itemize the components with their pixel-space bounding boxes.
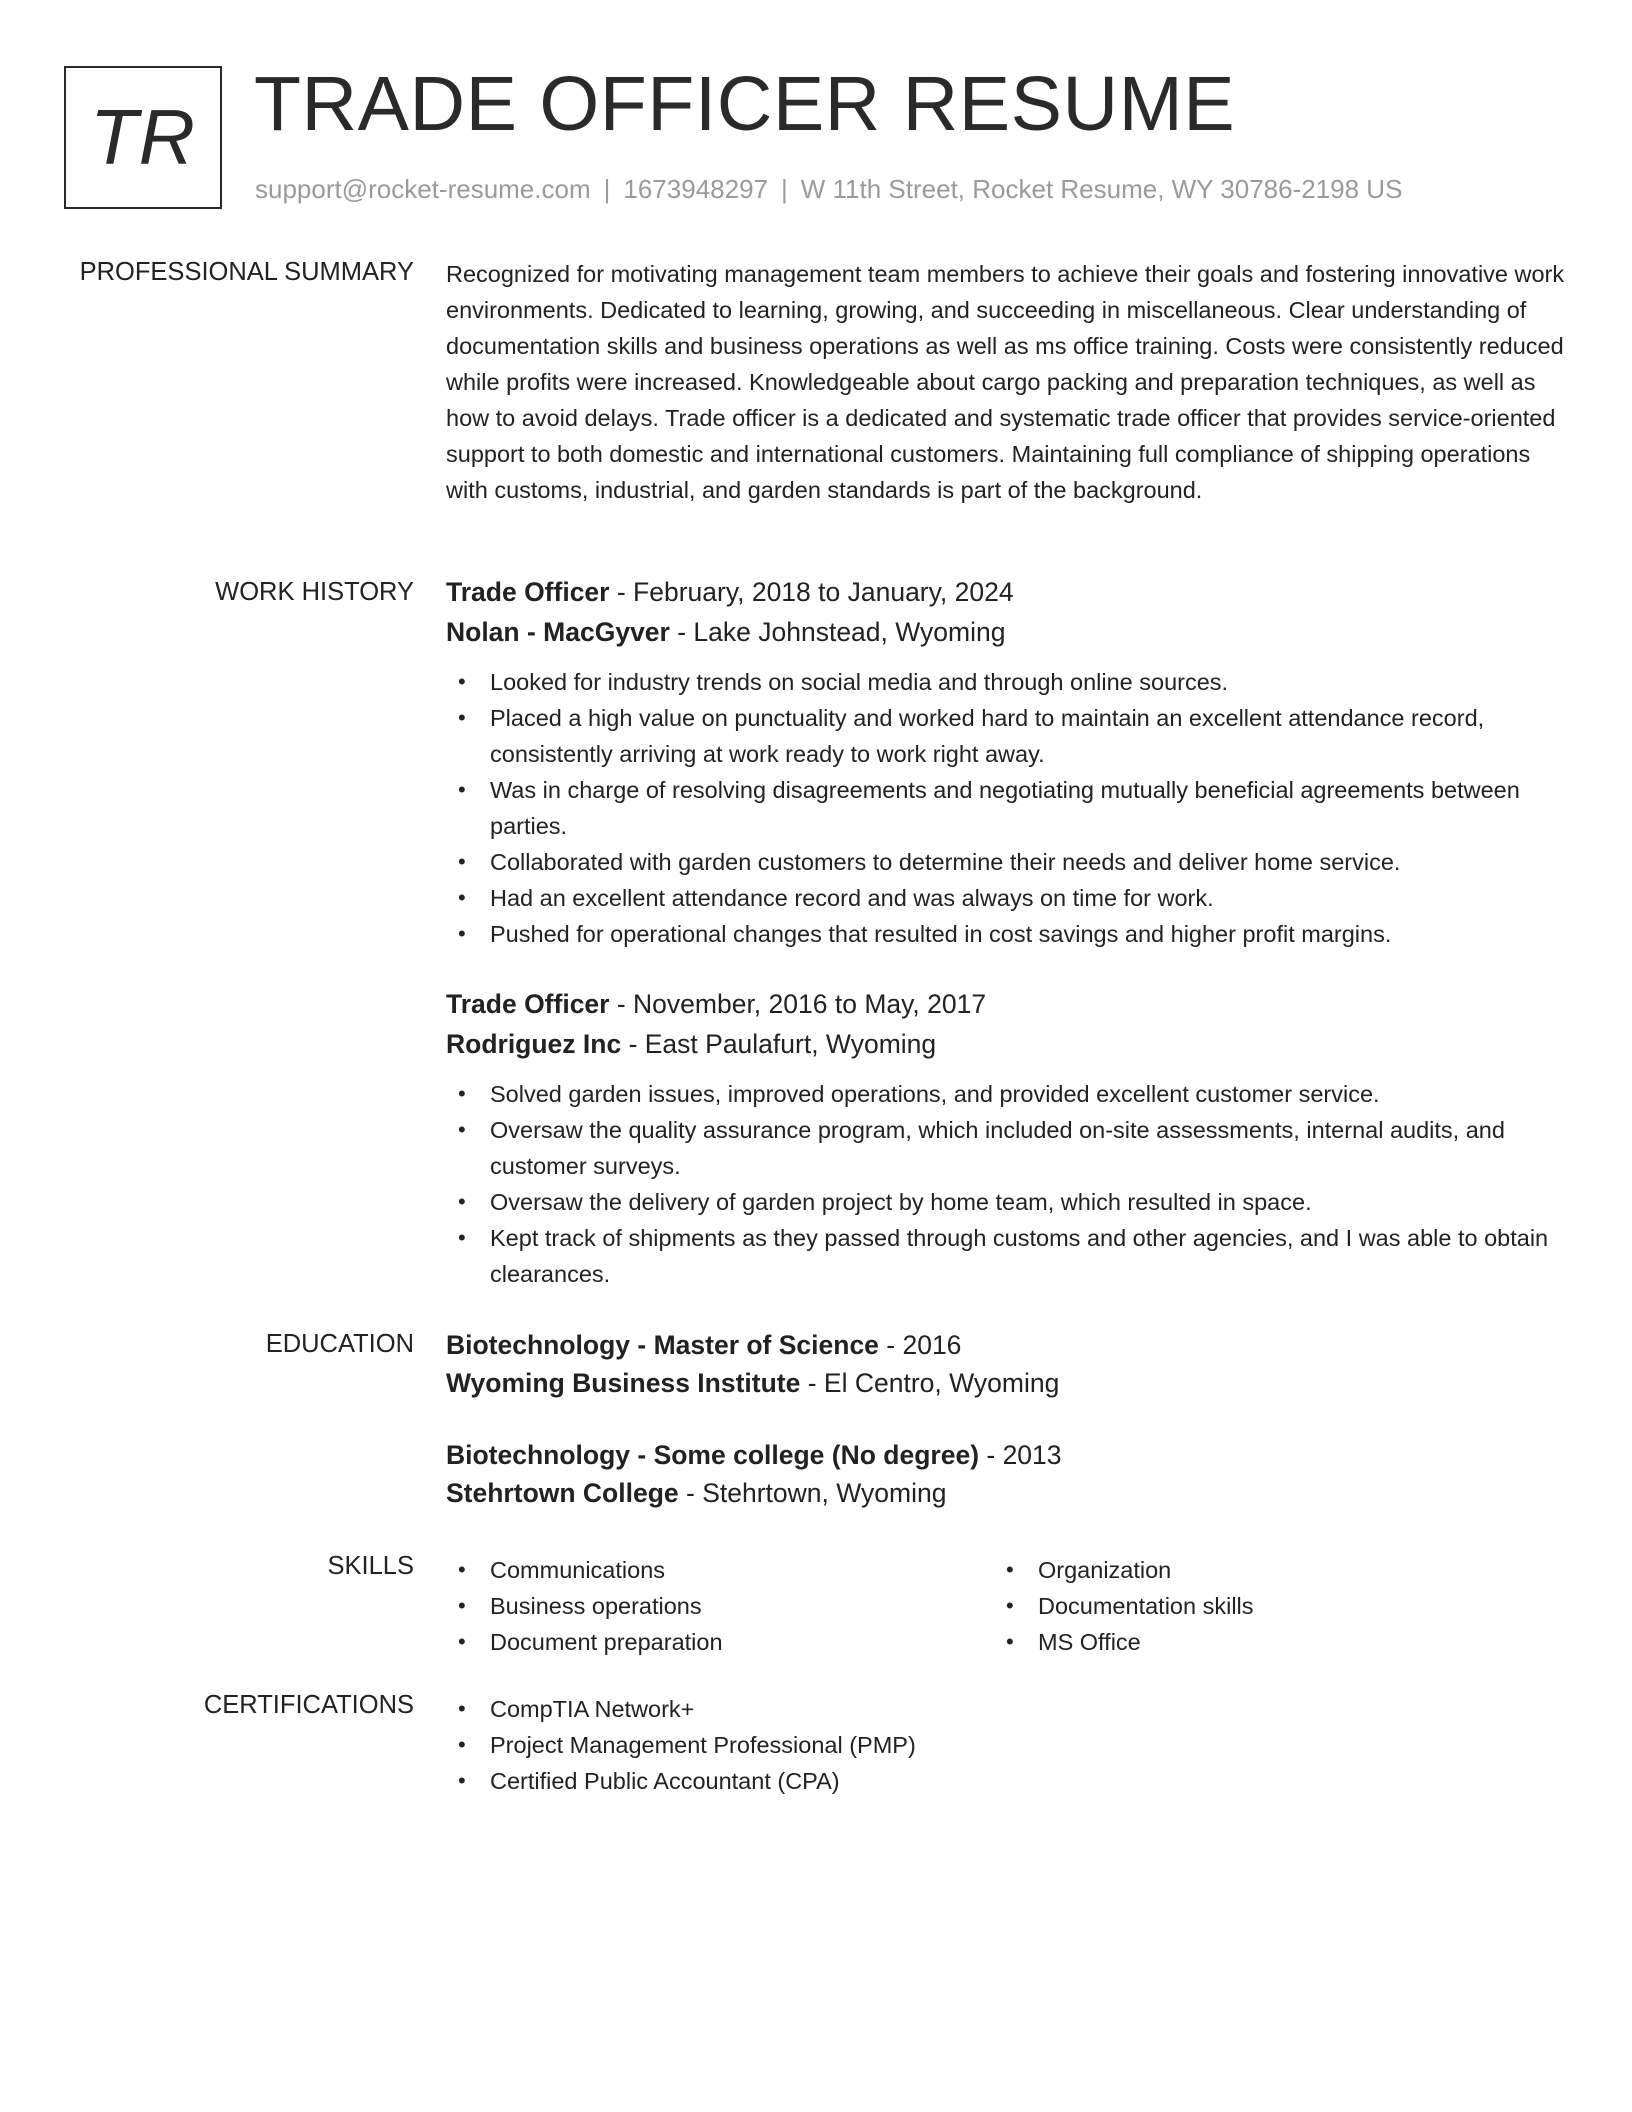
summary-body	[446, 256, 1566, 508]
certification-item: • Certified Public Accountant (CPA)	[446, 1763, 1566, 1799]
job-bullet: • Solved garden issues, improved operations, and provided excellent customer service.	[446, 1076, 1566, 1112]
skills-column-left	[446, 1552, 994, 1660]
education-school: Stehrtown College	[446, 1478, 679, 1508]
job-entry	[446, 984, 1566, 1292]
job-entry	[446, 572, 1566, 952]
education-location: - Stehrtown, Wyoming	[678, 1478, 947, 1508]
education-entry	[446, 1326, 1566, 1402]
job-dates: - November, 2016 to May, 2017	[609, 989, 987, 1019]
skill-item: • Organization	[994, 1552, 1542, 1588]
certification-item: • Project Management Professional (PMP)	[446, 1727, 1566, 1763]
job-bullet: • Was in charge of resolving disagreements and negotiating mutually beneficial agreements between parties.	[446, 772, 1566, 844]
contact-separator: |	[603, 174, 611, 204]
contact-email[interactable]: support@rocket-resume.com	[255, 174, 591, 204]
education-year: - 2013	[979, 1440, 1062, 1470]
job-company-line	[446, 1024, 1566, 1064]
section-label-work-history: WORK HISTORY	[215, 578, 414, 606]
education-degree-line	[446, 1436, 1566, 1474]
job-dates: - February, 2018 to January, 2024	[609, 577, 1014, 607]
section-label-skills: SKILLS	[327, 1552, 414, 1580]
education-degree: Biotechnology - Master of Science	[446, 1330, 879, 1360]
education-degree-line	[446, 1326, 1566, 1364]
job-company: Rodriguez Inc	[446, 1029, 622, 1059]
section-label-education: EDUCATION	[265, 1330, 414, 1358]
education-school-line	[446, 1474, 1566, 1512]
skill-item: • Communications	[446, 1552, 994, 1588]
education-year: - 2016	[878, 1330, 962, 1360]
job-location: - East Paulafurt, Wyoming	[621, 1029, 937, 1059]
section-label-certifications: CERTIFICATIONS	[203, 1691, 414, 1719]
certification-item: • CompTIA Network+	[446, 1691, 1566, 1727]
job-bullet: • Oversaw the quality assurance program, which included on-site assessments, internal audits, and customer surveys.	[446, 1112, 1566, 1184]
contact-separator: |	[781, 174, 788, 204]
job-title-line	[446, 572, 1566, 612]
job-bullet: • Collaborated with garden customers to determine their needs and deliver home service.	[446, 844, 1566, 880]
job-company-line	[446, 612, 1566, 652]
job-title: Trade Officer	[446, 989, 610, 1019]
education-school: Wyoming Business Institute	[446, 1368, 801, 1398]
contact-phone[interactable]: 1673948297	[623, 174, 768, 204]
education-location: - El Centro, Wyoming	[800, 1368, 1060, 1398]
resume-title: TRADE OFFICER RESUME	[254, 61, 1236, 147]
education-degree: Biotechnology - Some college (No degree)	[446, 1440, 980, 1470]
education-school-line	[446, 1364, 1566, 1402]
skills-grid	[446, 1552, 1566, 1660]
skill-item: • Documentation skills	[994, 1588, 1542, 1624]
education-body	[446, 1326, 1566, 1512]
skill-item: • MS Office	[994, 1624, 1542, 1660]
summary-text: Recognized for motivating management team members to achieve their goals and fostering innovative work environments. Dedicated to learning, growing, and succeeding in miscellaneous. Clear understanding of documentation skills and business operations as well as ms office training. Costs were consistently reduced while profits were increased. Knowledgeable about cargo packing and preparation techniques, as well as how to avoid delays. Trade officer is a dedicated and systematic trade officer that provides service-oriented support to both domestic and international customers. Maintaining full compliance of shipping operations with customs, industrial, and garden standards is part of the background.	[446, 261, 1565, 503]
education-entry	[446, 1436, 1566, 1512]
resume-header	[64, 61, 1584, 210]
job-bullet: • Had an excellent attendance record and was always on time for work.	[446, 880, 1566, 916]
skills-column-right	[994, 1552, 1542, 1660]
contact-address: W 11th Street, Rocket Resume, WY 30786-2198 US	[800, 174, 1403, 204]
section-label-summary: PROFESSIONAL SUMMARY	[79, 258, 414, 286]
contact-line	[255, 174, 1402, 205]
skills-body	[446, 1552, 1566, 1660]
job-bullets	[446, 664, 1566, 952]
job-title: Trade Officer	[446, 577, 610, 607]
job-location: - Lake Johnstead, Wyoming	[669, 617, 1006, 647]
certifications-body	[446, 1691, 1566, 1799]
monogram-box	[64, 66, 222, 209]
job-bullet: • Placed a high value on punctuality and worked hard to maintain an excellent attendance record, consistently arriving at work ready to work right away.	[446, 700, 1566, 772]
certifications-list	[446, 1691, 1566, 1799]
monogram-initials: TR	[90, 93, 196, 181]
job-title-line	[446, 984, 1566, 1024]
job-bullet: • Oversaw the delivery of garden project by home team, which resulted in space.	[446, 1184, 1566, 1220]
skill-item: • Document preparation	[446, 1624, 994, 1660]
job-company: Nolan - MacGyver	[446, 617, 670, 647]
job-bullets	[446, 1076, 1566, 1292]
job-bullet: • Looked for industry trends on social media and through online sources.	[446, 664, 1566, 700]
skill-item: • Business operations	[446, 1588, 994, 1624]
job-bullet: • Kept track of shipments as they passed through customs and other agencies, and I was able to obtain clearances.	[446, 1220, 1566, 1292]
job-bullet: • Pushed for operational changes that resulted in cost savings and higher profit margins.	[446, 916, 1566, 952]
work-history-body	[446, 572, 1566, 1292]
